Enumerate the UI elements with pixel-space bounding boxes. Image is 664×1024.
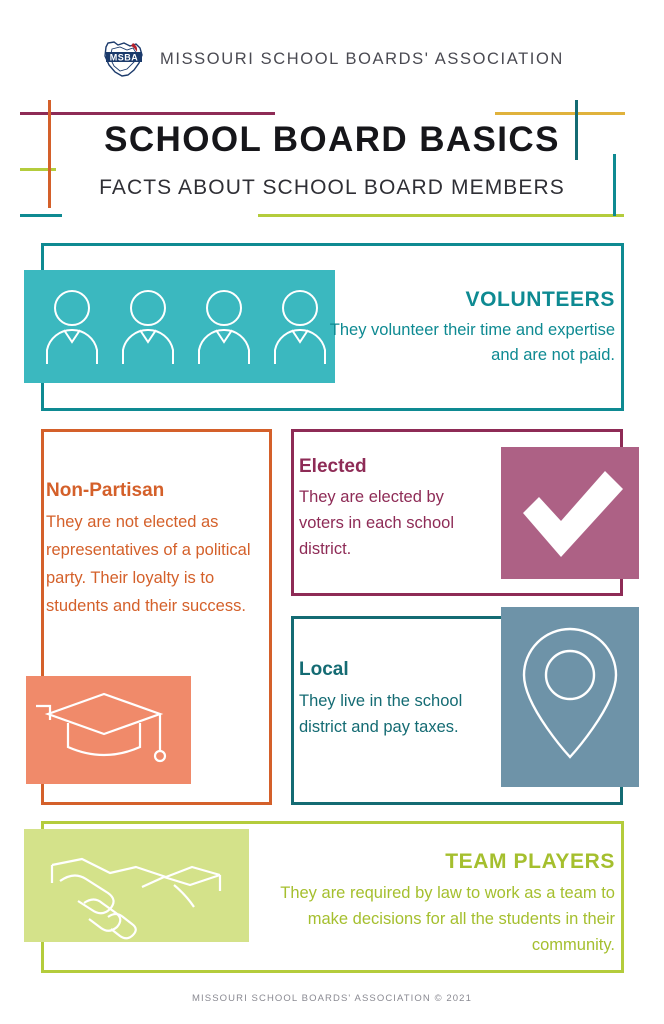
svg-text:MSBA: MSBA: [109, 52, 139, 63]
volunteers-title: VOLUNTEERS: [465, 288, 615, 311]
page-title: SCHOOL BOARD BASICS: [104, 120, 560, 159]
org-name: MISSOURI SCHOOL BOARDS' ASSOCIATION: [160, 49, 564, 68]
elected-title: Elected: [299, 456, 367, 477]
nonpartisan-title: Non-Partisan: [46, 480, 165, 501]
team-body: They are required by law to work as a team to make decisions for all the students in their community.: [280, 884, 615, 954]
nonpartisan-body: They are not elected as representatives of a political party. Their loyalty is to students and their success.: [46, 513, 251, 615]
team-title: TEAM PLAYERS: [445, 850, 615, 873]
volunteers-body: They volunteer their time and expertise and are not paid.: [329, 321, 615, 364]
people-group-icon: [24, 270, 335, 383]
graduation-cap-icon: [26, 676, 191, 784]
checkmark-icon: [501, 447, 639, 579]
decor-rule-maroon-top: [20, 112, 275, 115]
msba-logo-icon: [100, 39, 148, 79]
brand-header: [0, 36, 664, 82]
local-body: They live in the school district and pay taxes.: [299, 692, 463, 736]
map-pin-icon: [501, 607, 639, 787]
handshake-icon: [24, 829, 249, 942]
decor-rule-gold-top: [495, 112, 625, 115]
title-block: [0, 96, 664, 236]
decor-rule-teal-bottom: [20, 214, 62, 217]
decor-rule-green-bottom: [258, 214, 624, 217]
local-title: Local: [299, 659, 349, 680]
page-subtitle: FACTS ABOUT SCHOOL BOARD MEMBERS: [99, 176, 565, 199]
footer-credit: MISSOURI SCHOOL BOARDS' ASSOCIATION © 2021: [192, 993, 472, 1004]
elected-body: They are elected by voters in each school district.: [299, 488, 455, 558]
